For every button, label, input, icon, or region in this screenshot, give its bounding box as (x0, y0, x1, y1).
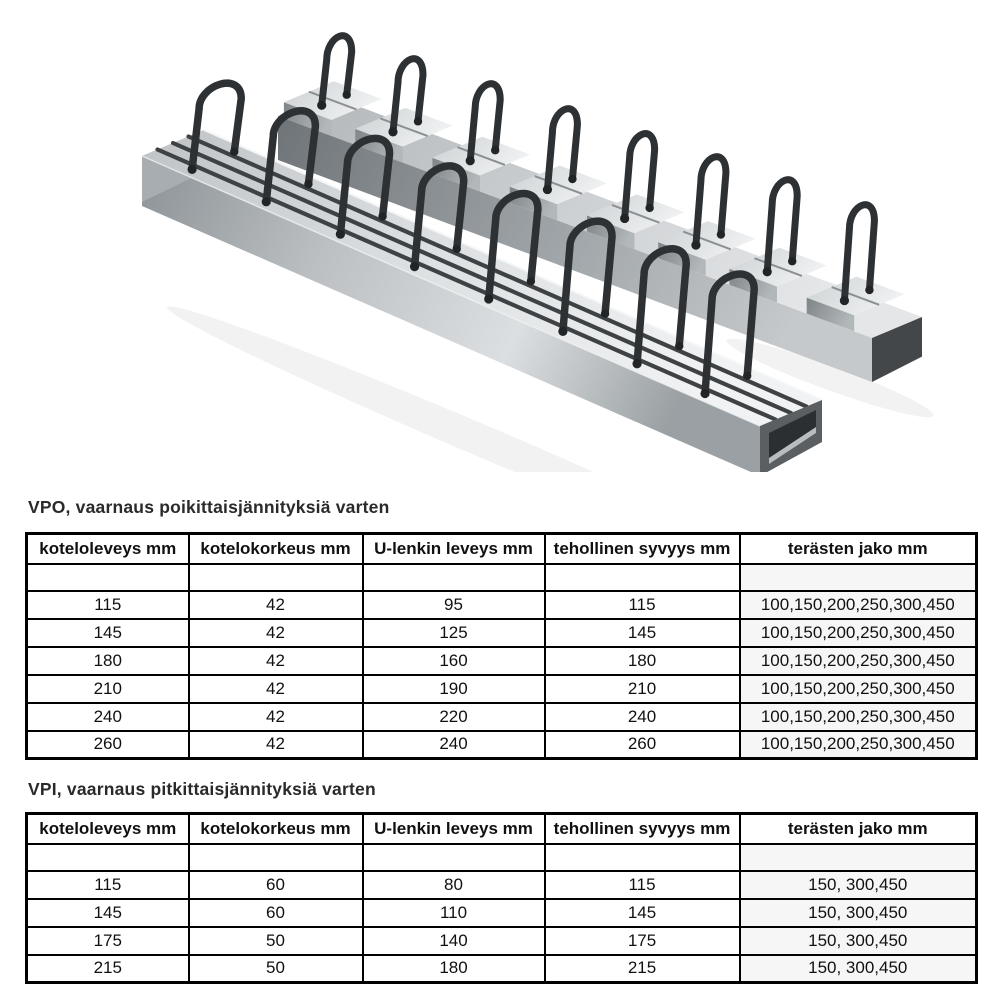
column-header: tehollinen syvyys mm (545, 814, 740, 844)
table-cell: 100,150,200,250,300,450 (740, 619, 977, 647)
table-cell: 60 (189, 871, 363, 899)
vpo-header-row (27, 534, 977, 564)
table-row (27, 647, 977, 675)
table-cell: 100,150,200,250,300,450 (740, 647, 977, 675)
table-cell: 50 (189, 927, 363, 955)
table-cell: 115 (545, 591, 740, 619)
table-cell: 42 (189, 731, 363, 759)
table-cell: 80 (363, 871, 545, 899)
table-cell: 115 (545, 871, 740, 899)
table-cell: 140 (363, 927, 545, 955)
table-row (27, 927, 977, 955)
table-cell: 145 (545, 619, 740, 647)
table-cell: 150, 300,450 (740, 955, 977, 983)
table-cell (189, 564, 363, 591)
table-cell: 190 (363, 675, 545, 703)
table-cell: 240 (545, 703, 740, 731)
table-cell (189, 844, 363, 871)
column-header: terästen jako mm (740, 814, 977, 844)
table-cell (545, 844, 740, 871)
table-cell: 42 (189, 675, 363, 703)
column-header: U-lenkin leveys mm (363, 814, 545, 844)
table-cell: 115 (27, 591, 189, 619)
table-cell: 42 (189, 591, 363, 619)
table-cell: 240 (27, 703, 189, 731)
table-cell: 180 (545, 647, 740, 675)
table-row (27, 591, 977, 619)
table-cell: 42 (189, 647, 363, 675)
table-row (27, 955, 977, 983)
table-cell: 210 (27, 675, 189, 703)
dowel-rail-product-photo (0, 0, 1000, 472)
table-cell (545, 564, 740, 591)
table-cell: 210 (545, 675, 740, 703)
table-cell: 125 (363, 619, 545, 647)
vpi-heading: VPI, vaarnaus pitkittaisjännityksiä varten (28, 779, 376, 799)
table-cell: 145 (545, 899, 740, 927)
table-cell: 175 (545, 927, 740, 955)
table-cell: 160 (363, 647, 545, 675)
table-cell (740, 844, 977, 871)
table-cell: 60 (189, 899, 363, 927)
column-header: terästen jako mm (740, 534, 977, 564)
table-cell: 100,150,200,250,300,450 (740, 703, 977, 731)
table-cell: 110 (363, 899, 545, 927)
column-header: koteloleveys mm (27, 534, 189, 564)
table-cell: 150, 300,450 (740, 871, 977, 899)
table-cell: 240 (363, 731, 545, 759)
product-photo-area (0, 0, 1000, 472)
table-cell: 100,150,200,250,300,450 (740, 731, 977, 759)
table-cell (27, 564, 189, 591)
table-row (27, 703, 977, 731)
table-cell: 150, 300,450 (740, 899, 977, 927)
table-cell: 180 (27, 647, 189, 675)
table-cell: 100,150,200,250,300,450 (740, 675, 977, 703)
spacer-row (27, 564, 977, 591)
column-header: kotelokorkeus mm (189, 814, 363, 844)
table-cell: 215 (27, 955, 189, 983)
column-header: U-lenkin leveys mm (363, 534, 545, 564)
table-cell: 100,150,200,250,300,450 (740, 591, 977, 619)
column-header: kotelokorkeus mm (189, 534, 363, 564)
table-cell: 42 (189, 703, 363, 731)
vpi-spec-table (25, 812, 978, 984)
vpi-header-row (27, 814, 977, 844)
spacer-row (27, 844, 977, 871)
table-cell: 42 (189, 619, 363, 647)
table-cell: 220 (363, 703, 545, 731)
table-row (27, 871, 977, 899)
column-header: tehollinen syvyys mm (545, 534, 740, 564)
table-row (27, 675, 977, 703)
table-row (27, 731, 977, 759)
table-cell (363, 564, 545, 591)
table-cell: 145 (27, 899, 189, 927)
table-cell: 150, 300,450 (740, 927, 977, 955)
table-cell: 50 (189, 955, 363, 983)
table-row (27, 619, 977, 647)
table-cell: 180 (363, 955, 545, 983)
table-cell (740, 564, 977, 591)
table-cell: 115 (27, 871, 189, 899)
column-header: koteloleveys mm (27, 814, 189, 844)
table-cell: 260 (545, 731, 740, 759)
vpo-heading: VPO, vaarnaus poikittaisjännityksiä varten (28, 497, 390, 517)
vpo-spec-table (25, 532, 978, 760)
table-cell (363, 844, 545, 871)
table-cell: 175 (27, 927, 189, 955)
table-row (27, 899, 977, 927)
table-cell: 260 (27, 731, 189, 759)
table-cell: 95 (363, 591, 545, 619)
table-cell: 145 (27, 619, 189, 647)
table-cell: 215 (545, 955, 740, 983)
table-cell (27, 844, 189, 871)
